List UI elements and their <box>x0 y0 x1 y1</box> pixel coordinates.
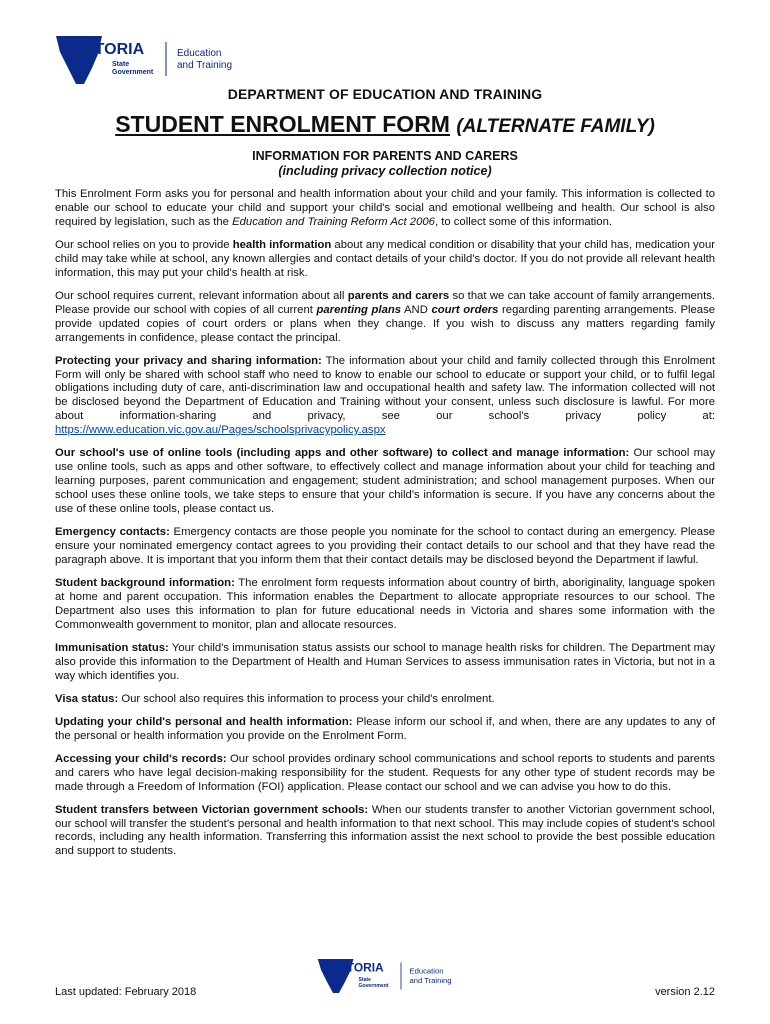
p9-heading: Visa status: <box>55 692 119 705</box>
p3-and: AND <box>401 303 432 316</box>
logo-dept-line2: and Training <box>409 975 452 985</box>
p4-heading: Protecting your privacy and sharing information: <box>55 354 322 367</box>
form-title-alt: (ALTERNATE FAMILY) <box>456 116 655 137</box>
logo-state-sub-1: State <box>358 977 371 984</box>
paragraph-emergency <box>55 526 715 568</box>
form-title-main: STUDENT ENROLMENT FORM <box>115 111 450 137</box>
p8-text: Your child's immunisation status assists our school to manage health risks for children. The Department may also provide this information to the Department of Health and Human Services to assess immunisation rates in Victoria, but not in a way which identifies you. <box>55 641 716 682</box>
victoria-government-logo-footer <box>316 957 486 995</box>
p9-text: Our school also requires this information to process your child's enrolment. <box>118 692 495 705</box>
p5-heading: Our school's use of online tools (including apps and other software) to collect and manage information: <box>55 447 630 460</box>
logo-dept-line1: Education <box>409 966 444 976</box>
p4-text: The information about your child and family collected through this Enrolment Form will only be shared with school staff who need to know to enable our school to educate or support your child, or to fulfil legal obligations including duty of care, anti-discrimination law and occupational health and safety law. The information collected will not be disclosed beyond the Department of Education and Training without your consent, unless such disclosure is lawful. For more about information-sharing and privacy, see our school's privacy policy at: <box>55 354 715 423</box>
logo-dept-line1: Education <box>177 48 222 59</box>
p3-text-b: so that we can take account of family arrangements. Please provide our school with copies of all current <box>55 289 716 316</box>
form-title <box>0 111 770 138</box>
privacy-notice-subheading: (including privacy collection notice) <box>278 164 492 178</box>
department-heading: DEPARTMENT OF EDUCATION AND TRAINING <box>227 86 543 102</box>
privacy-policy-link[interactable]: https://www.education.vic.gov.au/Pages/schoolsprivacypolicy.aspx <box>55 424 386 437</box>
version-label: version 2.12 <box>655 986 715 998</box>
p11-text: Our school provides ordinary school communications and school reports to students and parents and carers who have legal decision-making responsibility for the student. Requests for any other type of student records may be made through a Freedom of Information (FOI) application. Please contact our school and we can advise you how to do this. <box>55 752 715 793</box>
info-heading: INFORMATION FOR PARENTS AND CARERS <box>252 149 518 163</box>
p3-text-c: regarding parenting arrangements. Please provide updated copies of court orders or plans when they change. If you wish to discuss any matters regarding family arrangements in confidence, please contact the principal. <box>55 303 716 344</box>
logo-dept-line2: and Training <box>177 60 233 71</box>
p5-text: Our school may use online tools, such as apps and other software, to effectively collect and manage information about your child for teaching and learning purposes, parent communication and engagement; student administration; and school management purposes. When our school uses these online tools, we take steps to ensure that your child's information is secure. If you have any concerns about the use of these online tools, please contact us. <box>55 447 715 515</box>
p3-parenting-plans: parenting plans <box>316 303 402 316</box>
p2-bold: health information <box>232 238 332 251</box>
logo-state-sub-1: State <box>112 61 130 68</box>
p1-text-b: , to collect some of this information. <box>434 215 612 228</box>
paragraph-privacy <box>55 355 715 438</box>
p1-text-a: This Enrolment Form asks you for personal and health information about your child and your family. This information is collected to enable our school to educate your child and support your child's social and emotional wellbeing and health. Our school is also required by legislation, such as the <box>55 188 715 228</box>
p6-text: Emergency contacts are those people you nominate for the school to contact during an emergency. Please ensure your nominated emergency contact agrees to you providing their contact details to our school and that they have read the paragraph above. It is important that you inform them that their contact details may be disclosed beyond the Department if lawful. <box>55 525 716 566</box>
last-updated: Last updated: February 2018 <box>55 986 197 998</box>
p3-bold: parents and carers <box>347 289 450 302</box>
paragraph-visa <box>55 693 715 707</box>
p2-text-a: Our school relies on you to provide <box>55 238 233 251</box>
logo-state-sub-2: Government <box>112 69 154 76</box>
p7-text: The enrolment form requests information about country of birth, aboriginality, language spoken at home and parent occupation. This information enables the Department to allocate appropriate resources to our school. The Department also uses this information to plan for future educational needs in Victoria and shares some information with the Commonwealth government to monitor, plan and allocate resources. <box>55 576 716 631</box>
p10-text: Please inform our school if, and when, there are any updates to any of the personal or health information you provide on the Enrolment Form. <box>55 715 715 742</box>
document-body <box>55 188 715 868</box>
paragraph-immunisation <box>55 642 715 684</box>
logo-state-name: VICTORIA <box>68 41 145 58</box>
paragraph-parents <box>55 290 715 346</box>
p10-heading: Updating your child's personal and health information: <box>55 715 353 728</box>
p7-heading: Student background information: <box>55 576 235 589</box>
p1-act-name: Education and Training Reform Act 2006 <box>232 215 435 228</box>
p11-heading: Accessing your child's records: <box>55 752 227 765</box>
p3-court-orders: court orders <box>431 303 499 316</box>
p6-heading: Emergency contacts: <box>55 525 170 538</box>
victoria-government-logo <box>54 34 254 86</box>
paragraph-records <box>55 753 715 795</box>
paragraph-transfers <box>55 804 715 860</box>
p2-text-b: about any medical condition or disability that your child has, medication your child may take while at school, any known allergies and contact details of your child's doctor. If you do not provide all relevant health information, this may put your child's health at risk. <box>55 238 715 279</box>
p12-text: When our students transfer to another Victorian government school, our school will transfer the student's personal and health information to that next school. This may include copies of student's school records, including any health information. Transferring this information assist the next school to provide the best possible education and support to students. <box>55 803 715 858</box>
paragraph-intro <box>55 188 715 230</box>
logo-state-name: VICTORIA <box>327 960 384 975</box>
logo-state-sub-2: Government <box>358 983 389 990</box>
p3-text-a: Our school requires current, relevant information about all <box>55 289 348 302</box>
paragraph-online-tools <box>55 447 715 517</box>
p8-heading: Immunisation status: <box>55 641 169 654</box>
paragraph-health <box>55 239 715 281</box>
paragraph-updating <box>55 716 715 744</box>
paragraph-background <box>55 577 715 633</box>
p12-heading: Student transfers between Victorian government schools: <box>55 803 369 816</box>
